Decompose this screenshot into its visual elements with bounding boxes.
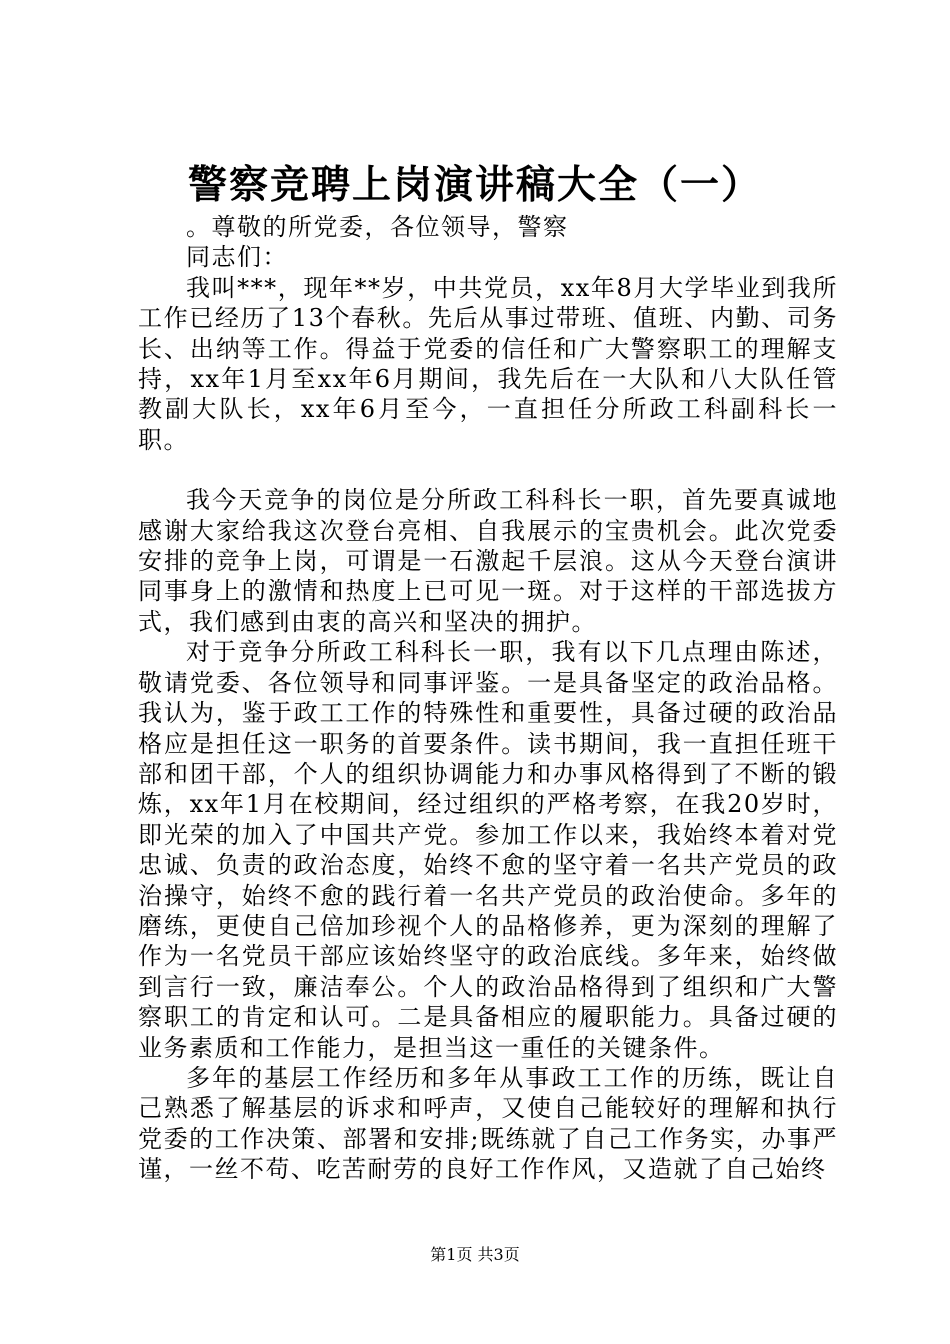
document-body [138,212,838,1185]
paragraph-position: 我今天竞争的岗位是分所政工科科长一职，首先要真诚地感谢大家给我这次登台亮相、自我展示的宝贵机会。此次党委安排的竞争上岗，可谓是一石激起千层浪。这从今天登台演讲同事身上的激情和热度上已可见一斑。对于这样的干部选拔方式，我们感到由衷的高兴和坚决的拥护。 [138,486,838,636]
document-title: 警察竞聘上岗演讲稿大全（一） [187,162,762,208]
page-footer: 第1页 共3页 [430,1245,520,1264]
paragraph-intro: 我叫***，现年**岁，中共党员，xx年8月大学毕业到我所工作已经历了13个春秋。先后从事过带班、值班、内勤、司务长、出纳等工作。得益于党委的信任和广大警察职工的理解支持，xx年1月至xx年6月期间，我先后在一大队和八大队任管教副大队长，xx年6月至今，一直担任分所政工科副科长一职。 [138,273,838,454]
paragraph-reasons: 对于竞争分所政工科科长一职，我有以下几点理由陈述，敬请党委、各位领导和同事评鉴。一是具备坚定的政治品格。我认为，鉴于政工工作的特殊性和重要性，具备过硬的政治品格应是担任这一职务的首要条件。读书期间，我一直担任班干部和团干部，个人的组织协调能力和办事风格得到了不断的锻炼，xx年1月在校期间，经过组织的严格考察，在我20岁时，即光荣的加入了中国共产党。参加工作以来，我始终本着对党忠诚、负责的政治态度，始终不愈的坚守着一名共产党员的政治操守，始终不愈的践行着一名共产党员的政治使命。多年的磨练，更使自己倍加珍视个人的品格修养，更为深刻的理解了作为一名党员干部应该始终坚守的政治底线。多年来，始终做到言行一致，廉洁奉公。个人的政治品格得到了组织和广大警察职工的肯定和认可。二是具备相应的履职能力。具备过硬的业务素质和工作能力，是担当这一重任的关键条件。 [138,638,838,1062]
paragraph-experience: 多年的基层工作经历和多年从事政工工作的历练，既让自己熟悉了解基层的诉求和呼声，又使自己能较好的理解和执行党委的工作决策、部署和安排;既练就了自己工作务实，办事严谨，一丝不苟、吃苦耐劳的良好工作作风，又造就了自己始终 [138,1063,838,1184]
salutation-line: 。尊敬的所党委，各位领导，警察 [186,213,569,241]
salutation-line-2: 同志们： [186,243,288,272]
